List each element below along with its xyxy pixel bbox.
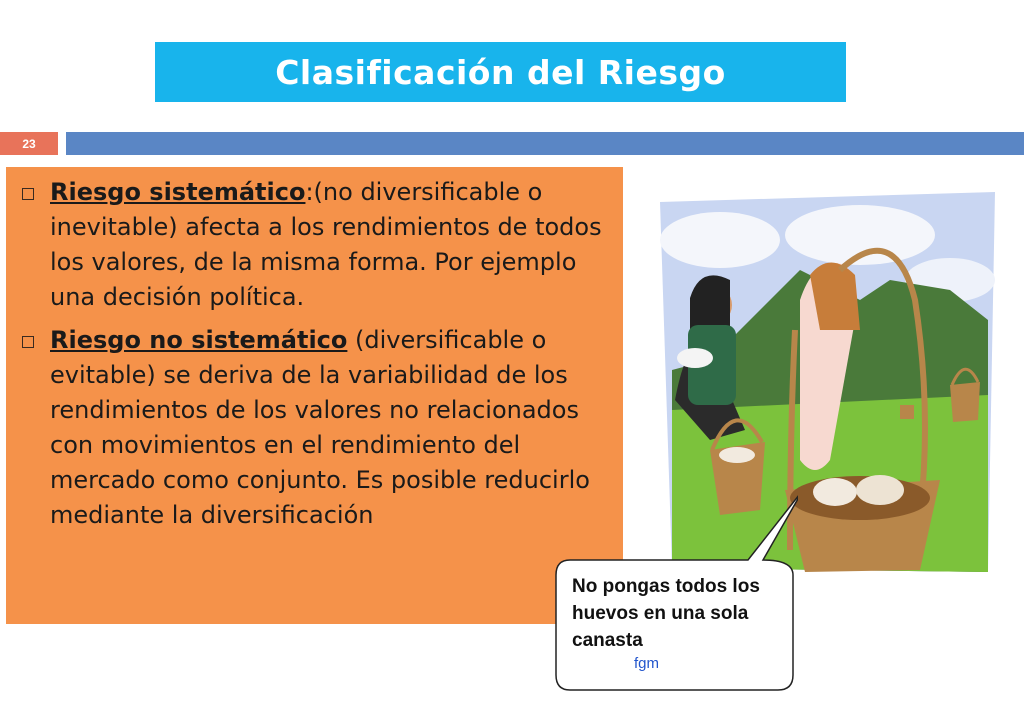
square-bullet-icon: [22, 336, 34, 348]
bullet-list: [14, 175, 609, 533]
bullet-text: :(no diversificable o inevitable) afecta a los rendimientos de todos los valores, de la misma forma. Por ejemplo una decisión política.: [50, 178, 602, 311]
bullet-term: Riesgo sistemático: [50, 178, 306, 206]
bullet-term: Riesgo no sistemático: [50, 326, 348, 354]
content-panel: [6, 167, 623, 624]
header-rule-bar: [66, 132, 1024, 155]
slide-number: 23: [0, 132, 58, 155]
bullet-item-unsystematic: [14, 323, 609, 533]
square-bullet-icon: [22, 188, 34, 200]
callout-text: No pongas todos los huevos en una sola canasta: [572, 576, 760, 651]
callout-signature: fgm: [634, 655, 660, 672]
slide-title: Clasificación del Riesgo: [155, 42, 846, 102]
bullet-item-systematic: [14, 175, 609, 315]
bullet-text: (diversificable o evitable) se deriva de la variabilidad de los rendimientos de los valores no relacionados con movimientos en el rendimiento del mercado como conjunto. Es posible reducirlo mediante la diversificación: [50, 326, 590, 529]
